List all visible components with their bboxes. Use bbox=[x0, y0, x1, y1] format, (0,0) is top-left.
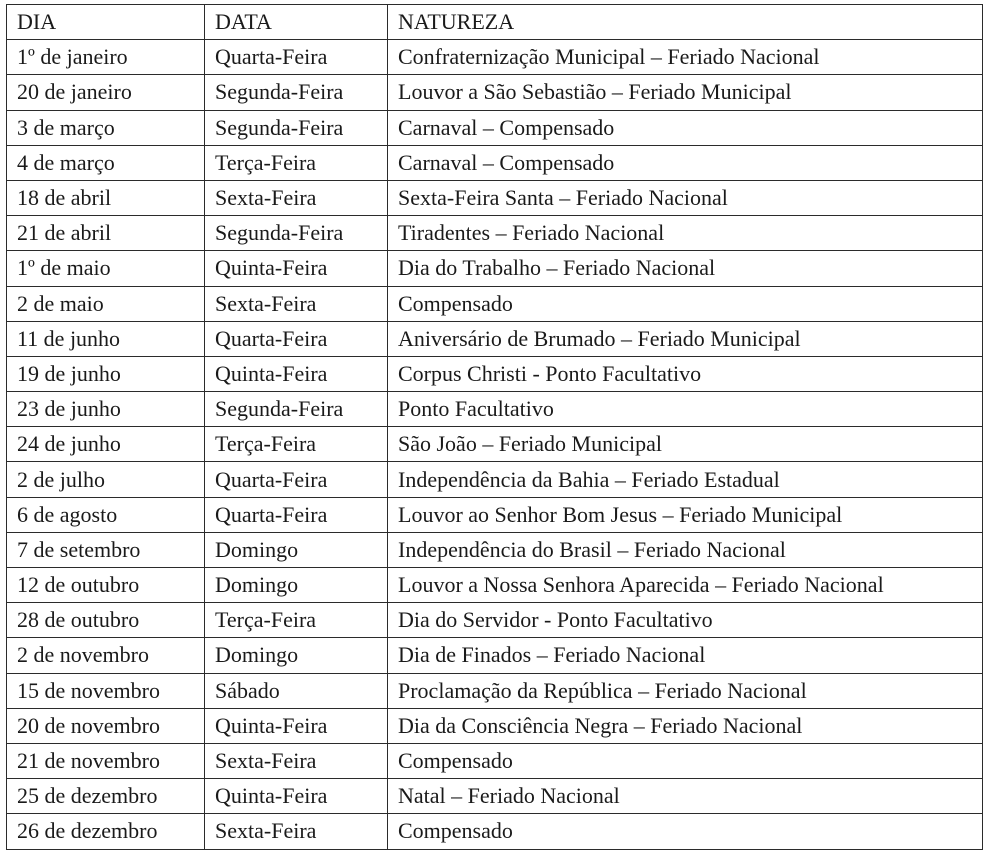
cell-data: Terça-Feira bbox=[205, 603, 388, 638]
cell-dia: 25 de dezembro bbox=[7, 779, 205, 814]
table-row bbox=[7, 603, 983, 638]
table-row bbox=[7, 708, 983, 743]
cell-natureza: Sexta-Feira Santa – Feriado Nacional bbox=[388, 180, 983, 215]
cell-natureza: Confraternização Municipal – Feriado Nacional bbox=[388, 40, 983, 75]
cell-data: Domingo bbox=[205, 532, 388, 567]
cell-data: Quarta-Feira bbox=[205, 40, 388, 75]
table-row bbox=[7, 216, 983, 251]
cell-natureza: Proclamação da República – Feriado Nacional bbox=[388, 673, 983, 708]
cell-data: Sexta-Feira bbox=[205, 814, 388, 849]
cell-data: Segunda-Feira bbox=[205, 110, 388, 145]
cell-dia: 15 de novembro bbox=[7, 673, 205, 708]
holiday-table bbox=[6, 4, 983, 850]
cell-natureza: Corpus Christi - Ponto Facultativo bbox=[388, 356, 983, 391]
table-row bbox=[7, 75, 983, 110]
cell-dia: 28 de outubro bbox=[7, 603, 205, 638]
cell-dia: 19 de junho bbox=[7, 356, 205, 391]
table-row bbox=[7, 638, 983, 673]
cell-data: Quinta-Feira bbox=[205, 708, 388, 743]
cell-dia: 1º de maio bbox=[7, 251, 205, 286]
cell-natureza: Compensado bbox=[388, 286, 983, 321]
table-row bbox=[7, 286, 983, 321]
cell-dia: 21 de abril bbox=[7, 216, 205, 251]
table-row bbox=[7, 568, 983, 603]
cell-data: Terça-Feira bbox=[205, 145, 388, 180]
cell-data: Quarta-Feira bbox=[205, 497, 388, 532]
cell-data: Terça-Feira bbox=[205, 427, 388, 462]
cell-dia: 23 de junho bbox=[7, 392, 205, 427]
table-row bbox=[7, 532, 983, 567]
cell-data: Quarta-Feira bbox=[205, 321, 388, 356]
cell-natureza: São João – Feriado Municipal bbox=[388, 427, 983, 462]
table-row bbox=[7, 110, 983, 145]
cell-dia: 7 de setembro bbox=[7, 532, 205, 567]
cell-natureza: Independência da Bahia – Feriado Estadual bbox=[388, 462, 983, 497]
cell-natureza: Louvor a Nossa Senhora Aparecida – Feriado Nacional bbox=[388, 568, 983, 603]
table-row bbox=[7, 356, 983, 391]
cell-natureza: Compensado bbox=[388, 814, 983, 849]
cell-data: Segunda-Feira bbox=[205, 216, 388, 251]
cell-data: Sábado bbox=[205, 673, 388, 708]
cell-dia: 11 de junho bbox=[7, 321, 205, 356]
cell-data: Domingo bbox=[205, 568, 388, 603]
cell-natureza: Carnaval – Compensado bbox=[388, 145, 983, 180]
table-row bbox=[7, 427, 983, 462]
cell-data: Sexta-Feira bbox=[205, 180, 388, 215]
header-dia: DIA bbox=[7, 5, 205, 40]
cell-dia: 2 de novembro bbox=[7, 638, 205, 673]
cell-data: Sexta-Feira bbox=[205, 743, 388, 778]
table-row bbox=[7, 180, 983, 215]
table-body bbox=[7, 40, 983, 849]
cell-data: Quarta-Feira bbox=[205, 462, 388, 497]
cell-dia: 12 de outubro bbox=[7, 568, 205, 603]
cell-natureza: Dia do Servidor - Ponto Facultativo bbox=[388, 603, 983, 638]
header-data: DATA bbox=[205, 5, 388, 40]
table-header-row bbox=[7, 5, 983, 40]
cell-dia: 26 de dezembro bbox=[7, 814, 205, 849]
cell-data: Quinta-Feira bbox=[205, 251, 388, 286]
cell-dia: 21 de novembro bbox=[7, 743, 205, 778]
header-natureza: NATUREZA bbox=[388, 5, 983, 40]
cell-data: Segunda-Feira bbox=[205, 392, 388, 427]
cell-natureza: Natal – Feriado Nacional bbox=[388, 779, 983, 814]
table-row bbox=[7, 462, 983, 497]
cell-data: Quinta-Feira bbox=[205, 356, 388, 391]
cell-dia: 18 de abril bbox=[7, 180, 205, 215]
cell-data: Segunda-Feira bbox=[205, 75, 388, 110]
table-row bbox=[7, 145, 983, 180]
cell-dia: 4 de março bbox=[7, 145, 205, 180]
cell-dia: 2 de julho bbox=[7, 462, 205, 497]
cell-natureza: Dia de Finados – Feriado Nacional bbox=[388, 638, 983, 673]
cell-natureza: Dia da Consciência Negra – Feriado Nacional bbox=[388, 708, 983, 743]
cell-dia: 2 de maio bbox=[7, 286, 205, 321]
cell-natureza: Louvor a São Sebastião – Feriado Municipal bbox=[388, 75, 983, 110]
table-row bbox=[7, 779, 983, 814]
cell-dia: 1º de janeiro bbox=[7, 40, 205, 75]
table-row bbox=[7, 673, 983, 708]
cell-natureza: Ponto Facultativo bbox=[388, 392, 983, 427]
table-row bbox=[7, 251, 983, 286]
cell-dia: 24 de junho bbox=[7, 427, 205, 462]
cell-natureza: Aniversário de Brumado – Feriado Municipal bbox=[388, 321, 983, 356]
cell-natureza: Independência do Brasil – Feriado Nacional bbox=[388, 532, 983, 567]
cell-data: Domingo bbox=[205, 638, 388, 673]
table-row bbox=[7, 392, 983, 427]
cell-natureza: Compensado bbox=[388, 743, 983, 778]
table-row bbox=[7, 497, 983, 532]
cell-natureza: Carnaval – Compensado bbox=[388, 110, 983, 145]
table-row bbox=[7, 814, 983, 849]
cell-data: Sexta-Feira bbox=[205, 286, 388, 321]
cell-dia: 20 de janeiro bbox=[7, 75, 205, 110]
table-row bbox=[7, 321, 983, 356]
cell-natureza: Louvor ao Senhor Bom Jesus – Feriado Municipal bbox=[388, 497, 983, 532]
table-row bbox=[7, 743, 983, 778]
cell-natureza: Tiradentes – Feriado Nacional bbox=[388, 216, 983, 251]
cell-dia: 6 de agosto bbox=[7, 497, 205, 532]
cell-dia: 3 de março bbox=[7, 110, 205, 145]
cell-data: Quinta-Feira bbox=[205, 779, 388, 814]
cell-dia: 20 de novembro bbox=[7, 708, 205, 743]
table-row bbox=[7, 40, 983, 75]
cell-natureza: Dia do Trabalho – Feriado Nacional bbox=[388, 251, 983, 286]
